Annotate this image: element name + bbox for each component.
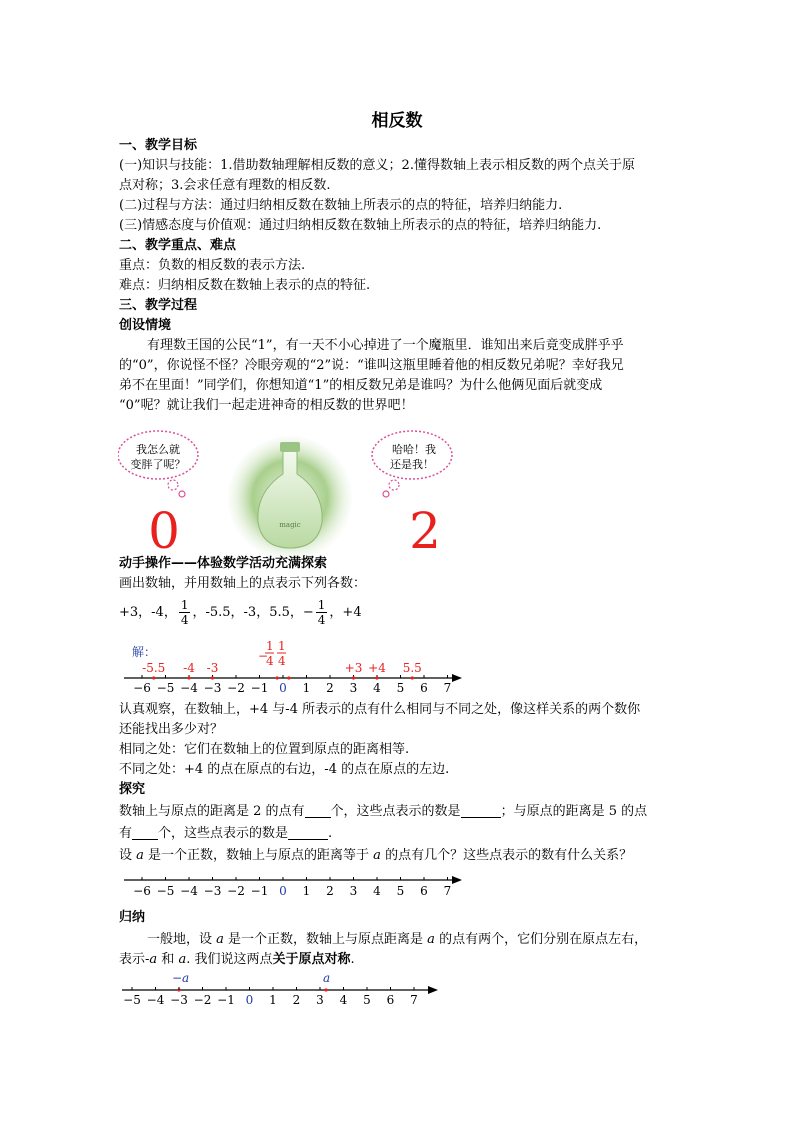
axis-1-point-label: +3: [344, 661, 363, 675]
axis-1-point: [375, 676, 378, 679]
axis-tick-label: −4: [180, 681, 198, 695]
big-number-zero: 0: [148, 502, 180, 560]
blank-numbers-1[interactable]: [461, 803, 501, 818]
goal-line-4: (三)情感态度与价值观：通过归纳相反数在数轴上所表示的点的特征，培养归纳能力.: [119, 218, 602, 233]
number-line-1: [112, 636, 472, 698]
page-title: 相反数: [371, 111, 423, 131]
axis-tick-label: 2: [292, 993, 301, 1007]
number-list-part-2: ，-5.5，-3，5.5，−: [192, 605, 314, 620]
blank-count-1[interactable]: [305, 803, 331, 818]
axis-tick-label: −2: [227, 884, 245, 898]
axis-tick-label: 2: [326, 681, 334, 695]
axis-tick-label: 7: [443, 884, 452, 898]
similarity-line: 相同之处：它们在数轴上的位置到原点的距离相等.: [119, 742, 410, 757]
blank-count-2[interactable]: [132, 825, 158, 840]
solution-label: 解：: [132, 645, 157, 659]
axis-1-point-label: 5.5: [402, 661, 422, 675]
story-line-1: 有理数王国的公民“1”，有一天不小心掉进了一个魔瓶里．谁知出来后竟变成胖乎乎: [147, 338, 624, 353]
svg-text:1: 1: [278, 639, 286, 653]
focus-line-1: 重点：负数的相反数的表示方法.: [119, 258, 306, 273]
fraction-one-quarter: $\frac{1}{4}$: [180, 598, 189, 627]
axis-tick-label: 0: [279, 884, 287, 898]
axis-tick-label: 1: [302, 884, 311, 898]
explore-line-1: 数轴上与原点的距离是 2 的点有 个，这些点表示的数是 ；与原点的距离是 5 的点: [119, 804, 648, 819]
axis-tick-label: −3: [203, 681, 222, 695]
axis-tick-label: −4: [146, 993, 165, 1007]
bottle-label: magic: [279, 521, 301, 529]
axis-1-quarter-point: [287, 676, 290, 679]
axis-tick-label: 0: [279, 681, 287, 695]
story-line-2: 的“0”，你说怪不怪？冷眼旁观的“2”说：“谁叫这瓶里睡着他的相反数兄弟呢？幸好我兄: [119, 358, 624, 373]
svg-text:−: −: [258, 649, 269, 663]
axis-tick-label: −1: [250, 884, 269, 898]
section-heading-activity: 动手操作——体验数学活动充满探索: [119, 556, 328, 571]
bubble-right-line-1: 哈哈！我: [392, 443, 436, 456]
axis-tick-label: −6: [133, 884, 151, 898]
pos-a-label: a: [323, 971, 331, 985]
point-pos-a: [324, 988, 327, 991]
thought-bubble-right: [372, 431, 452, 497]
difference-line: 不同之处：+4 的点在原点的右边，-4 的点在原点的左边.: [119, 762, 450, 777]
axis-tick-label: 6: [420, 681, 428, 695]
axis-1-point-label: -5.5: [142, 661, 166, 675]
axis-tick-label: 4: [373, 681, 381, 695]
axis-tick-label: 1: [269, 993, 277, 1007]
section-heading-goals: 一、教学目标: [119, 138, 198, 153]
goal-line-2: 点对称；3.会求任意有理数的相反数.: [119, 178, 331, 193]
axis-tick-label: 5: [396, 884, 405, 898]
axis-1-point-label: -4: [183, 661, 195, 675]
axis-tick-label: 0: [245, 993, 254, 1007]
axis-tick-label: 6: [386, 993, 395, 1007]
axis-tick-label: −2: [227, 681, 245, 695]
goal-line-1: (一)知识与技能：1.借助数轴理解相反数的意义；2.懂得数轴上表示相反数的两个点关于原: [119, 158, 635, 173]
axis-tick-label: −5: [123, 993, 141, 1007]
axis-tick-label: 4: [373, 884, 381, 898]
fraction-minus-one-quarter: $\frac{1}{4}$: [317, 598, 326, 627]
subheading-scenario: 创设情境: [119, 318, 172, 333]
axis-1-point-label: +4: [368, 661, 386, 675]
axis-tick-label: −1: [217, 993, 235, 1007]
axis-1-point: [352, 676, 355, 679]
section-heading-explore: 探究: [119, 782, 146, 797]
number-line-3: [112, 968, 452, 1016]
axis-tick-label: −3: [170, 993, 188, 1007]
explore-line-3: 设 a 是一个正数，数轴上与原点的距离等于 a 的点有几个？这些点表示的数有什么关系？: [119, 848, 633, 863]
axis-1-fraction-labels: [258, 639, 286, 668]
axis-tick-label: 3: [316, 993, 324, 1007]
axis-tick-label: 2: [326, 884, 334, 898]
axis-tick-label: 7: [410, 993, 418, 1007]
section-heading-process: 三、教学过程: [119, 298, 198, 313]
magic-bottle-image: [228, 436, 352, 560]
svg-text:4: 4: [278, 654, 286, 668]
story-illustration: [118, 430, 478, 560]
observe-line-1: 认真观察，在数轴上，+4 与-4 所表示的点有什么相同与不同之处，像这样关系的两个数你: [119, 702, 641, 717]
axis-tick-label: −2: [193, 993, 212, 1007]
section-heading-summary: 归纳: [119, 910, 146, 925]
svg-text:1: 1: [266, 639, 274, 653]
number-list-part-3: ，+4: [329, 605, 362, 620]
axis-tick-label: −6: [133, 681, 151, 695]
story-line-4: “0”呢？就让我们一起走进神奇的相反数的世界吧！: [119, 398, 414, 413]
big-number-two: 2: [409, 502, 441, 560]
axis-1-point: [152, 676, 155, 679]
bubble-left-line-1: 我怎么就: [136, 443, 180, 456]
axis-tick-label: 5: [363, 993, 371, 1007]
activity-number-list: [119, 598, 362, 628]
section-heading-focus: 二、教学重点、难点: [119, 238, 237, 253]
bubble-right-line-2: 还是我！: [390, 458, 434, 471]
thought-bubble-left: [118, 431, 198, 497]
blank-numbers-2[interactable]: [288, 825, 328, 840]
axis-1-point: [211, 676, 214, 679]
axis-tick-label: 3: [349, 884, 358, 898]
axis-1-quarter-point: [276, 676, 279, 679]
axis-tick-label: 3: [349, 681, 358, 695]
story-line-3: 弟不在里面！”同学们，你想知道“1”的相反数兄弟是谁吗？为什么他俩见面后就变成: [119, 378, 603, 393]
svg-text:4: 4: [266, 654, 274, 668]
activity-instruction: 画出数轴，并用数轴上的点表示下列各数：: [119, 576, 367, 591]
axis-tick-label: −4: [180, 884, 198, 898]
explore-line-2: 有 个，这些点表示的数是 .: [119, 826, 333, 841]
axis-tick-label: −5: [156, 681, 175, 695]
axis-tick-label: −1: [250, 681, 269, 695]
number-list-part-1: +3，-4，: [119, 605, 177, 620]
axis-tick-label: −3: [203, 884, 222, 898]
axis-tick-label: 7: [443, 681, 452, 695]
summary-line-2: 表示-a 和 a. 我们说这两点关于原点对称.: [119, 952, 355, 967]
observe-line-2: 还能找出多少对？: [119, 722, 224, 737]
axis-tick-label: −5: [156, 884, 175, 898]
summary-line-1: 一般地，设 a 是一个正数，数轴上与原点距离是 a 的点有两个，它们分别在原点左右，: [147, 932, 648, 947]
focus-line-2: 难点：归纳相反数在数轴上表示的点的特征.: [119, 278, 371, 293]
axis-tick-label: 1: [302, 681, 311, 695]
axis-1-point: [187, 676, 190, 679]
axis-tick-label: 6: [420, 884, 428, 898]
axis-1-point: [411, 676, 414, 679]
number-line-2: [112, 868, 472, 904]
axis-tick-label: 5: [396, 681, 405, 695]
neg-a-label: −a: [172, 971, 190, 985]
bubble-left-line-2: 变胖了呢？: [130, 458, 186, 471]
goal-line-3: (二)过程与方法：通过归纳相反数在数轴上所表示的点的特征，培养归纳能力.: [119, 198, 563, 213]
axis-tick-label: 4: [339, 993, 348, 1007]
axis-1-point-label: -3: [206, 661, 219, 675]
